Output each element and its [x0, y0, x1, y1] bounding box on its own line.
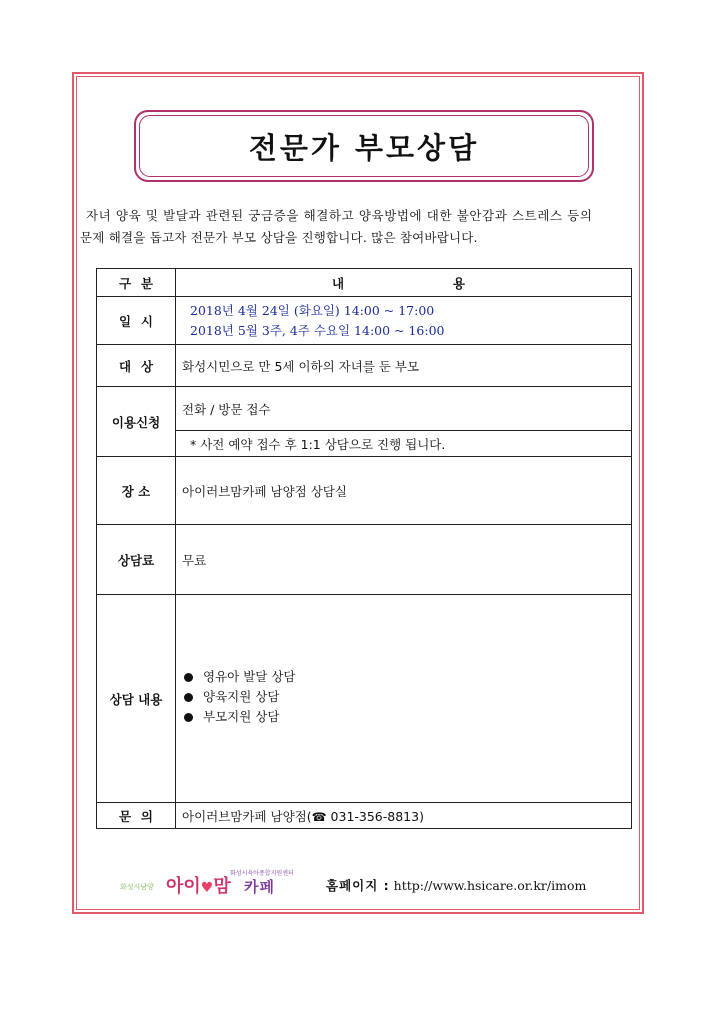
- row-contact: [97, 803, 632, 829]
- row-date: [97, 297, 632, 345]
- label-date-a: 일: [119, 313, 132, 329]
- header-content: [176, 269, 632, 297]
- value-contact: [176, 803, 632, 829]
- row-content: [97, 595, 632, 803]
- header-category-b: 분: [140, 275, 153, 291]
- row-target: [97, 345, 632, 387]
- table-header-row: [97, 269, 632, 297]
- content-item-label: 부모지원 상담: [203, 709, 280, 724]
- row-apply: [97, 387, 632, 431]
- label-content: 상담 내용: [97, 595, 176, 803]
- value-target: 화성시민으로 만 5세 이하의 자녀를 둔 부모: [176, 345, 632, 387]
- label-contact-b: 의: [140, 808, 153, 824]
- label-contact-a: 문: [119, 808, 132, 824]
- bullet-icon: [184, 673, 193, 682]
- value-fee: 무료: [176, 525, 632, 595]
- contact-name: 아이러브맘카페 남양점(: [182, 808, 312, 824]
- header-content-a: 내: [332, 275, 345, 291]
- phone-icon: ☎: [311, 809, 327, 824]
- date-line-2: 2018년 5월 3주, 4주 수요일 14:00 ~ 16:00: [190, 322, 445, 338]
- value-place: 아이러브맘카페 남양점 상담실: [176, 457, 632, 525]
- intro-line-1: 자녀 양육 및 발달과 관련된 궁금증을 해결하고 양육방법에 대한 불안감과 스트레스 등의: [86, 208, 593, 223]
- date-line-1: 2018년 4월 24일 (화요일) 14:00 ~ 17:00: [190, 302, 435, 318]
- row-place: [97, 457, 632, 525]
- bullet-icon: [184, 713, 193, 722]
- value-content: [176, 595, 632, 803]
- label-target-b: 상: [140, 358, 153, 374]
- label-target: [97, 345, 176, 387]
- label-contact: [97, 803, 176, 829]
- content-item: [182, 707, 625, 727]
- logo-small-text: 화성시남양: [120, 883, 154, 891]
- header-content-b: 용: [452, 275, 465, 291]
- homepage-label: 홈페이지 :: [326, 878, 390, 893]
- label-place: 장 소: [97, 457, 176, 525]
- homepage: [326, 876, 586, 894]
- contact-phone: 031-356-8813): [326, 808, 424, 824]
- header-category: [97, 269, 176, 297]
- value-date: [176, 297, 632, 345]
- row-apply-note: [97, 431, 632, 457]
- label-target-a: 대: [119, 358, 132, 374]
- logo-aimom: [166, 872, 231, 898]
- intro-text: [80, 205, 642, 249]
- label-fee: 상담료: [97, 525, 176, 595]
- label-date-b: 시: [140, 313, 153, 329]
- content-item-label: 영유아 발달 상담: [203, 669, 296, 684]
- label-apply: 이용신청: [97, 387, 176, 457]
- header-category-a: 구: [119, 275, 132, 291]
- content-item: [182, 667, 625, 687]
- logo-cafe-text: 카페: [244, 878, 275, 896]
- info-table: [96, 268, 632, 829]
- value-apply: 전화 / 방문 접수: [176, 387, 632, 431]
- aimom-cafe-logo: [120, 868, 305, 898]
- apply-note: * 사전 예약 접수 후 1:1 상담으로 진행 됩니다.: [176, 431, 632, 457]
- content-item: [182, 687, 625, 707]
- label-date: [97, 297, 176, 345]
- title-box: [134, 110, 594, 182]
- homepage-url[interactable]: http://www.hsicare.or.kr/imom: [393, 878, 587, 893]
- logo-a-text: 아이: [166, 876, 201, 897]
- bullet-icon: [184, 693, 193, 702]
- content-item-label: 양육지원 상담: [203, 689, 280, 704]
- logo-m-text: 맘: [213, 876, 231, 897]
- intro-line-2: 문제 해결을 돕고자 전문가 부모 상담을 진행합니다. 많은 참여바랍니다.: [80, 230, 478, 245]
- footer: [120, 868, 600, 898]
- page-title: 전문가 부모상담: [248, 130, 480, 165]
- heart-icon: ♥: [200, 880, 214, 896]
- row-fee: [97, 525, 632, 595]
- logo-tiny-text: 화성시육아종합지원센터: [230, 870, 294, 877]
